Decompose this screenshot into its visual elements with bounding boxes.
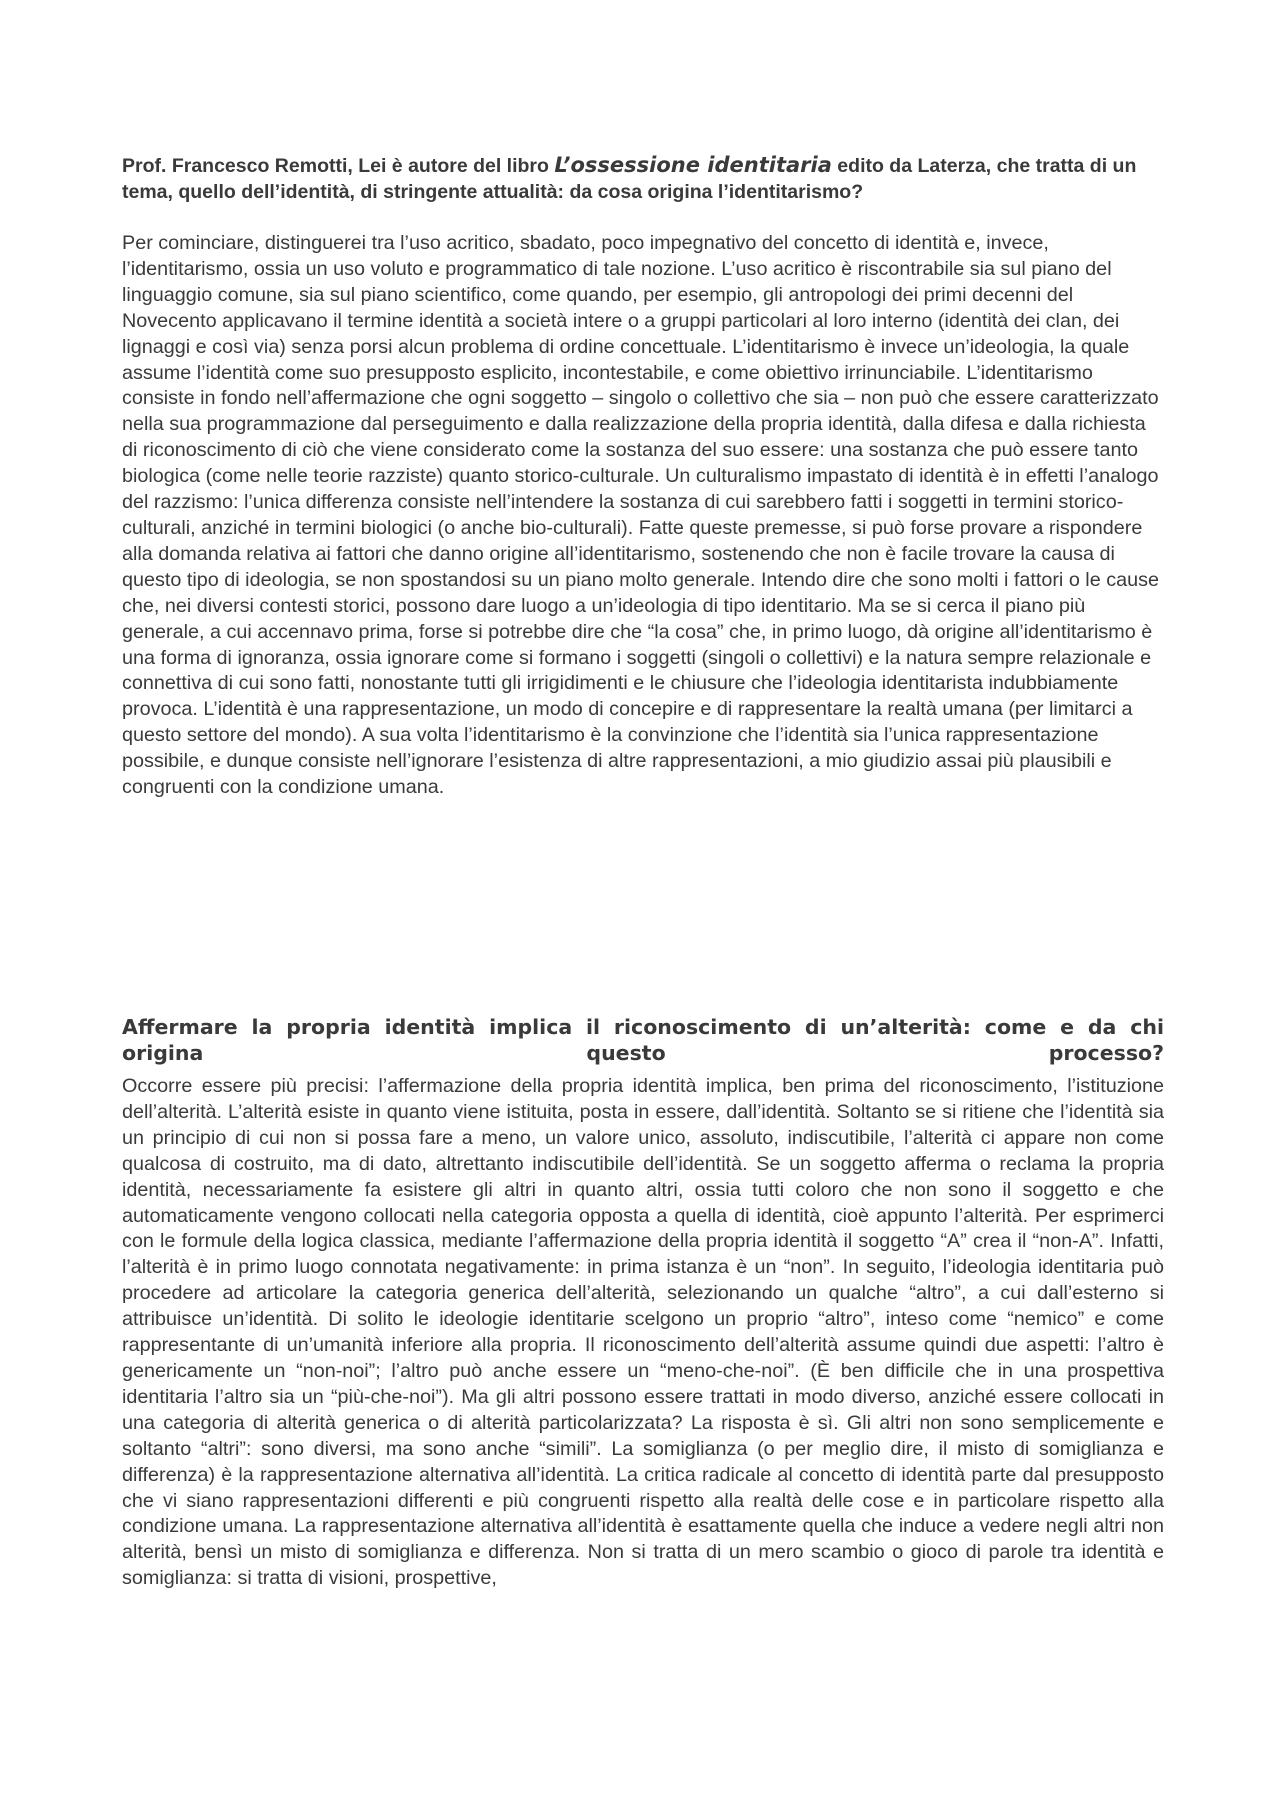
question-1-prefix: Prof. Francesco Remotti, Lei è autore del libro (122, 155, 555, 177)
book-title: L’ossessione identitaria (554, 153, 832, 177)
interview-question-2: Affermare la propria identità implica il riconoscimento di un’alterità: come e da chi origina questo processo? (122, 1015, 1164, 1065)
interview-answer-1: Per cominciare, distinguerei tra l’uso acritico, sbadato, poco impegnativo del concetto di identità e, invece, l’identitarismo, ossia un uso voluto e programmatico di tale nozione. L’uso acritico è riscontrabile sia sul piano del linguaggio comune, sia sul piano scientifico, come quando, per esempio, gli antropologi dei primi decenni del Novecento applicavano il termine identità a società intere o a gruppi particolari al loro interno (identità dei clan, dei lignaggi e così via) senza porsi alcun problema di ordine concettuale. L’identitarismo è invece un’ideologia, la quale assume l’identità come suo presupposto esplicito, incontestabile, e come obiettivo irrinunciabile. L’identitarismo consiste in fondo nell’affermazione che ogni soggetto – singolo o collettivo che sia – non può che essere caratterizzato nella sua programmazione dal perseguimento e dalla realizzazione della propria identità, dalla difesa e dalla richiesta di riconoscimento di ciò che viene considerato come la sostanza del suo essere: una sostanza che può essere tanto biologica (come nelle teorie razziste) quanto storico-culturale. Un culturalismo impastato di identità è in effetti l’analogo del razzismo: l’unica differenza consiste nell’intendere la sostanza di cui sarebbero fatti i soggetti in termini storico-culturali, anziché in termini biologici (o anche bio-culturali). Fatte queste premesse, si può forse provare a rispondere alla domanda relativa ai fattori che danno origine all’identitarismo, sostenendo che non è facile trovare la causa di questo tipo di ideologia, se non spostandosi su un piano molto generale. Intendo dire che sono molti i fattori o le cause che, nei diversi contesti storici, possono dare luogo a un’ideologia di tipo identitario. Ma se si cerca il piano più generale, a cui accennavo prima, forse si potrebbe dire che “la cosa” che, in primo luogo, dà origine all’identitarismo è una forma di ignoranza, ossia ignorare come si formano i soggetti (singoli o collettivi) e la natura sempre relazionale e connettiva di cui sono fatti, nonostante tutti gli irrigidimenti e le chiusure che l’ideologia identitarista indubbiamente provoca. L’identità è una rappresentazione, un modo di concepire e di rappresentare la realtà umana (per limitarci a questo settore del mondo). A sua volta l’identitarismo è la convinzione che l’identità sia l’unica rappresentazione possibile, e dunque consiste nell’ignorare l’esistenza di altre rappresentazioni, a mio giudizio assai più plausibili e congruenti con la condizione umana. (122, 232, 1159, 799)
interview-question-1 (122, 152, 1164, 205)
interview-answer-2: Occorre essere più precisi: l’affermazione della propria identità implica, ben prima del riconoscimento, l’istituzione dell’alterità. L’alterità esiste in quanto viene istituita, posta in essere, dall’identità. Soltanto se si ritiene che l’identità sia un principio di cui non si possa fare a meno, un valore unico, assoluto, indiscutibile, l’alterità ci appare non come qualcosa di costruito, ma di dato, altrettanto indiscutibile dell’identità. Se un soggetto afferma o reclama la propria identità, necessariamente fa esistere gli altri in quanto altri, ossia tutti coloro che non sono il soggetto e che automaticamente vengono collocati nella categoria opposta a quella di identità, cioè appunto l’alterità. Per esprimerci con le formule della logica classica, mediante l’affermazione della propria identità il soggetto “A” crea il “non-A”. Infatti, l’alterità è in primo luogo connotata negativamente: in prima istanza è un “non”. In seguito, l’ideologia identitaria può procedere ad articolare la categoria generica dell’alterità, selezionando un qualche “altro”, a cui dall’esterno si attribuisce un’identità. Di solito le ideologie identitarie scelgono un proprio “altro”, inteso come “nemico” e come rappresentante di un’umanità inferiore alla propria. Il riconoscimento dell’alterità assume quindi due aspetti: l’altro è genericamente un “non-noi”; l’altro può anche essere un “meno-che-noi”. (È ben difficile che in una prospettiva identitaria l’altro sia un “più-che-noi”). Ma gli altri possono essere trattati in modo diverso, anziché essere collocati in una categoria di alterità generica o di alterità particolarizzata? La risposta è sì. Gli altri non sono semplicemente e soltanto “altri”: sono diversi, ma sono anche “simili”. La somiglianza (o per meglio dire, il misto di somiglianza e differenza) è la rappresentazione alternativa all’identità. La critica radicale al concetto di identità parte dal presupposto che vi siano rappresentazioni differenti e più congruenti rispetto alla realtà delle cose e in particolare rispetto alla condizione umana. La rappresentazione alternativa all’identità è esattamente quella che induce a vedere negli altri non alterità, bensì un misto di somiglianza e differenza. Non si tratta di un mero scambio o gioco di parole tra identità e somiglianza: si tratta di visioni, prospettive, (122, 1075, 1164, 1590)
document-page (122, 152, 1164, 1590)
question-1-suffix: edito da Laterza, che tratta di un tema, quello dell’identità, di stringente attualità: da cosa origina l’identitarismo? (122, 155, 1137, 203)
